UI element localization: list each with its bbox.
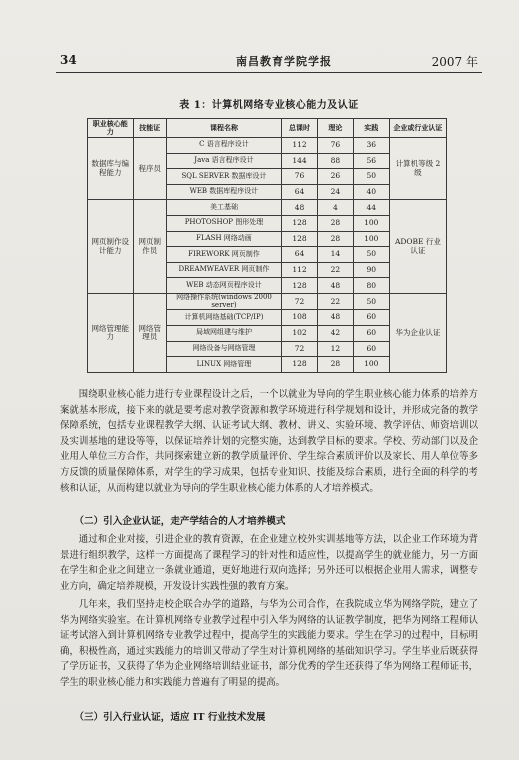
total-hours-cell: 128 [281,278,317,294]
theory-hours-cell: 24 [318,184,354,200]
theory-hours-cell: 88 [318,153,354,169]
paragraph-text: 通过和企业对接，引进企业的教育资源，在企业建立校外实训基地等方法，以企业工作环境为背景进行组织教学，这样一方面提高了课程学习的针对性和适应性，以提高学生的就业能力，另一方面在学生和企业之间建立一条就业通道，更好地进行双向选择；另外还可以根据企业用人需求，调整专业方向，确定培养规模，开发设计实践性强的教育方案。 [60,534,478,592]
table-row [88,293,447,309]
theory-hours-cell: 48 [318,310,354,326]
total-hours-cell: 64 [281,184,317,200]
total-hours-cell: 112 [281,262,317,278]
total-hours-cell: 128 [281,231,317,247]
page-header [60,51,478,71]
skill-cell: 程序员 [133,138,167,200]
total-hours-cell: 112 [281,138,317,154]
theory-hours-cell: 4 [318,200,354,216]
course-cell: FIREWORK 网页制作 [167,247,282,263]
skill-cell: 网络管理员 [133,293,167,372]
competency-table [87,118,447,373]
practice-hours-cell: 56 [353,153,389,169]
practice-hours-cell: 100 [353,231,389,247]
certification-cell: ADOBE 行业认证 [389,200,446,294]
practice-hours-cell: 50 [353,293,389,309]
total-hours-cell: 64 [281,247,317,263]
journal-title: 南昌教育学院学报 [236,55,332,68]
body-paragraph [60,387,478,496]
table-title: 表 1：计算机网络专业核心能力及认证 [179,100,359,111]
column-header: 职业核心能力 [88,119,134,138]
total-hours-cell: 102 [281,325,317,341]
column-header: 课程名称 [167,119,282,138]
theory-hours-cell: 12 [318,341,354,357]
course-cell: FLASH 网络动画 [167,231,282,247]
publication-year: 2007 年 [431,55,478,69]
certification-cell: 计算机等级 2 级 [389,138,446,200]
column-header: 理论 [318,119,354,138]
certification-cell: 华为企业认证 [389,293,446,372]
course-cell: LINUX 网络管理 [167,357,282,373]
section-heading: （三）引入行业认证，适应 IT 行业技术发展 [74,712,266,723]
practice-hours-cell: 40 [353,184,389,200]
theory-hours-cell: 28 [318,215,354,231]
theory-hours-cell: 22 [318,293,354,309]
total-hours-cell: 72 [281,293,317,309]
header-rule [56,72,482,73]
total-hours-cell: 128 [281,357,317,373]
theory-hours-cell: 28 [318,357,354,373]
theory-hours-cell: 76 [318,138,354,154]
theory-hours-cell: 48 [318,278,354,294]
course-cell: 网络设备与网络管理 [167,341,282,357]
practice-hours-cell: 80 [353,278,389,294]
total-hours-cell: 76 [281,169,317,185]
ability-cell: 网络管理能力 [88,293,134,372]
paragraph-text: 几年来，我们坚持走校企联合办学的道路，与华为公司合作，在我院成立华为网络学院，建立了华为网络实验室。在计算机网络专业教学过程中引入华为网络的认证教学制度，把华为网络工程师认证考试溶入到计算机网络专业教学过程中，提高学生的实践能力要求。学生在学习的过程中，目标明确，积极性高，通过实践能力的培训又带动了学生对计算机网络的基础知识学习。学生毕业后既获得了学历证书，又获得了华为企业网络培训结业证书，部分优秀的学生还获得了华为网络工程师证书，学生的职业核心能力和实践能力普遍有了明显的提高。 [60,599,478,688]
practice-hours-cell: 100 [353,357,389,373]
theory-hours-cell: 22 [318,262,354,278]
theory-hours-cell: 28 [318,231,354,247]
page-number: 34 [60,53,77,67]
total-hours-cell: 144 [281,153,317,169]
ability-cell: 数据库与编程能力 [88,138,134,200]
course-cell: 美工基础 [167,200,282,216]
column-header: 实践 [353,119,389,138]
practice-hours-cell: 100 [353,215,389,231]
total-hours-cell: 72 [281,341,317,357]
course-cell: C 语言程序设计 [167,138,282,154]
column-header: 企业或行业认证 [389,119,446,138]
course-cell: PHOTOSHOP 图形处理 [167,215,282,231]
theory-hours-cell: 14 [318,247,354,263]
theory-hours-cell: 42 [318,325,354,341]
practice-hours-cell: 36 [353,138,389,154]
total-hours-cell: 108 [281,310,317,326]
course-cell: Java 语言程序设计 [167,153,282,169]
total-hours-cell: 48 [281,200,317,216]
practice-hours-cell: 60 [353,341,389,357]
total-hours-cell: 128 [281,215,317,231]
theory-hours-cell: 26 [318,169,354,185]
table-row [88,200,447,216]
table-row [88,138,447,154]
body-paragraph [60,532,478,594]
practice-hours-cell: 50 [353,169,389,185]
practice-hours-cell: 60 [353,325,389,341]
column-header: 技能证 [133,119,167,138]
practice-hours-cell: 44 [353,200,389,216]
skill-cell: 网页制作员 [133,200,167,294]
body-paragraph [60,597,478,691]
practice-hours-cell: 50 [353,247,389,263]
practice-hours-cell: 90 [353,262,389,278]
column-header: 总课时 [281,119,317,138]
course-cell: 网络操作系统(windows 2000 server) [167,293,282,309]
course-cell: SQL SERVER 数据库设计 [167,169,282,185]
course-cell: DREAMWEAVER 网页制作 [167,262,282,278]
practice-hours-cell: 60 [353,310,389,326]
section-heading: （二）引入企业认证，走产学结合的人才培养模式 [74,516,286,527]
course-cell: WEB 数据库程序设计 [167,184,282,200]
table-header-row [88,119,447,138]
ability-cell: 网页制作设计能力 [88,200,134,294]
course-cell: 计算机网络基础(TCP/IP) [167,310,282,326]
paragraph-text: 围绕职业核心能力进行专业课程设计之后，一个以就业为导向的学生职业核心能力体系的培养方案就基本形成，接下来的就是要考虑对教学资源和教学环境进行科学规划和设计，并形成完备的教学保障系统，包括专业课程教学大纲、认证考试大纲、教材、讲义、实验环境、教学评估、师资培训以及实训基地的建设等等，以保证培养计划的完整实施，达到教学目标的要求。学校、劳动部门以及企业用人单位三方合作，共同探索建立新的教学质量评价、学生综合素质评价以及家长、用人单位等多方反馈的质量保障体系，对学生的学习成果，包括专业知识、技能及综合素质，进行全面的科学的考核和认证，从而构建以就业为导向的学生职业核心能力体系的人才培养模式。 [60,389,478,494]
course-cell: WEB 动态网页程序设计 [167,278,282,294]
course-cell: 局域网组建与维护 [167,325,282,341]
